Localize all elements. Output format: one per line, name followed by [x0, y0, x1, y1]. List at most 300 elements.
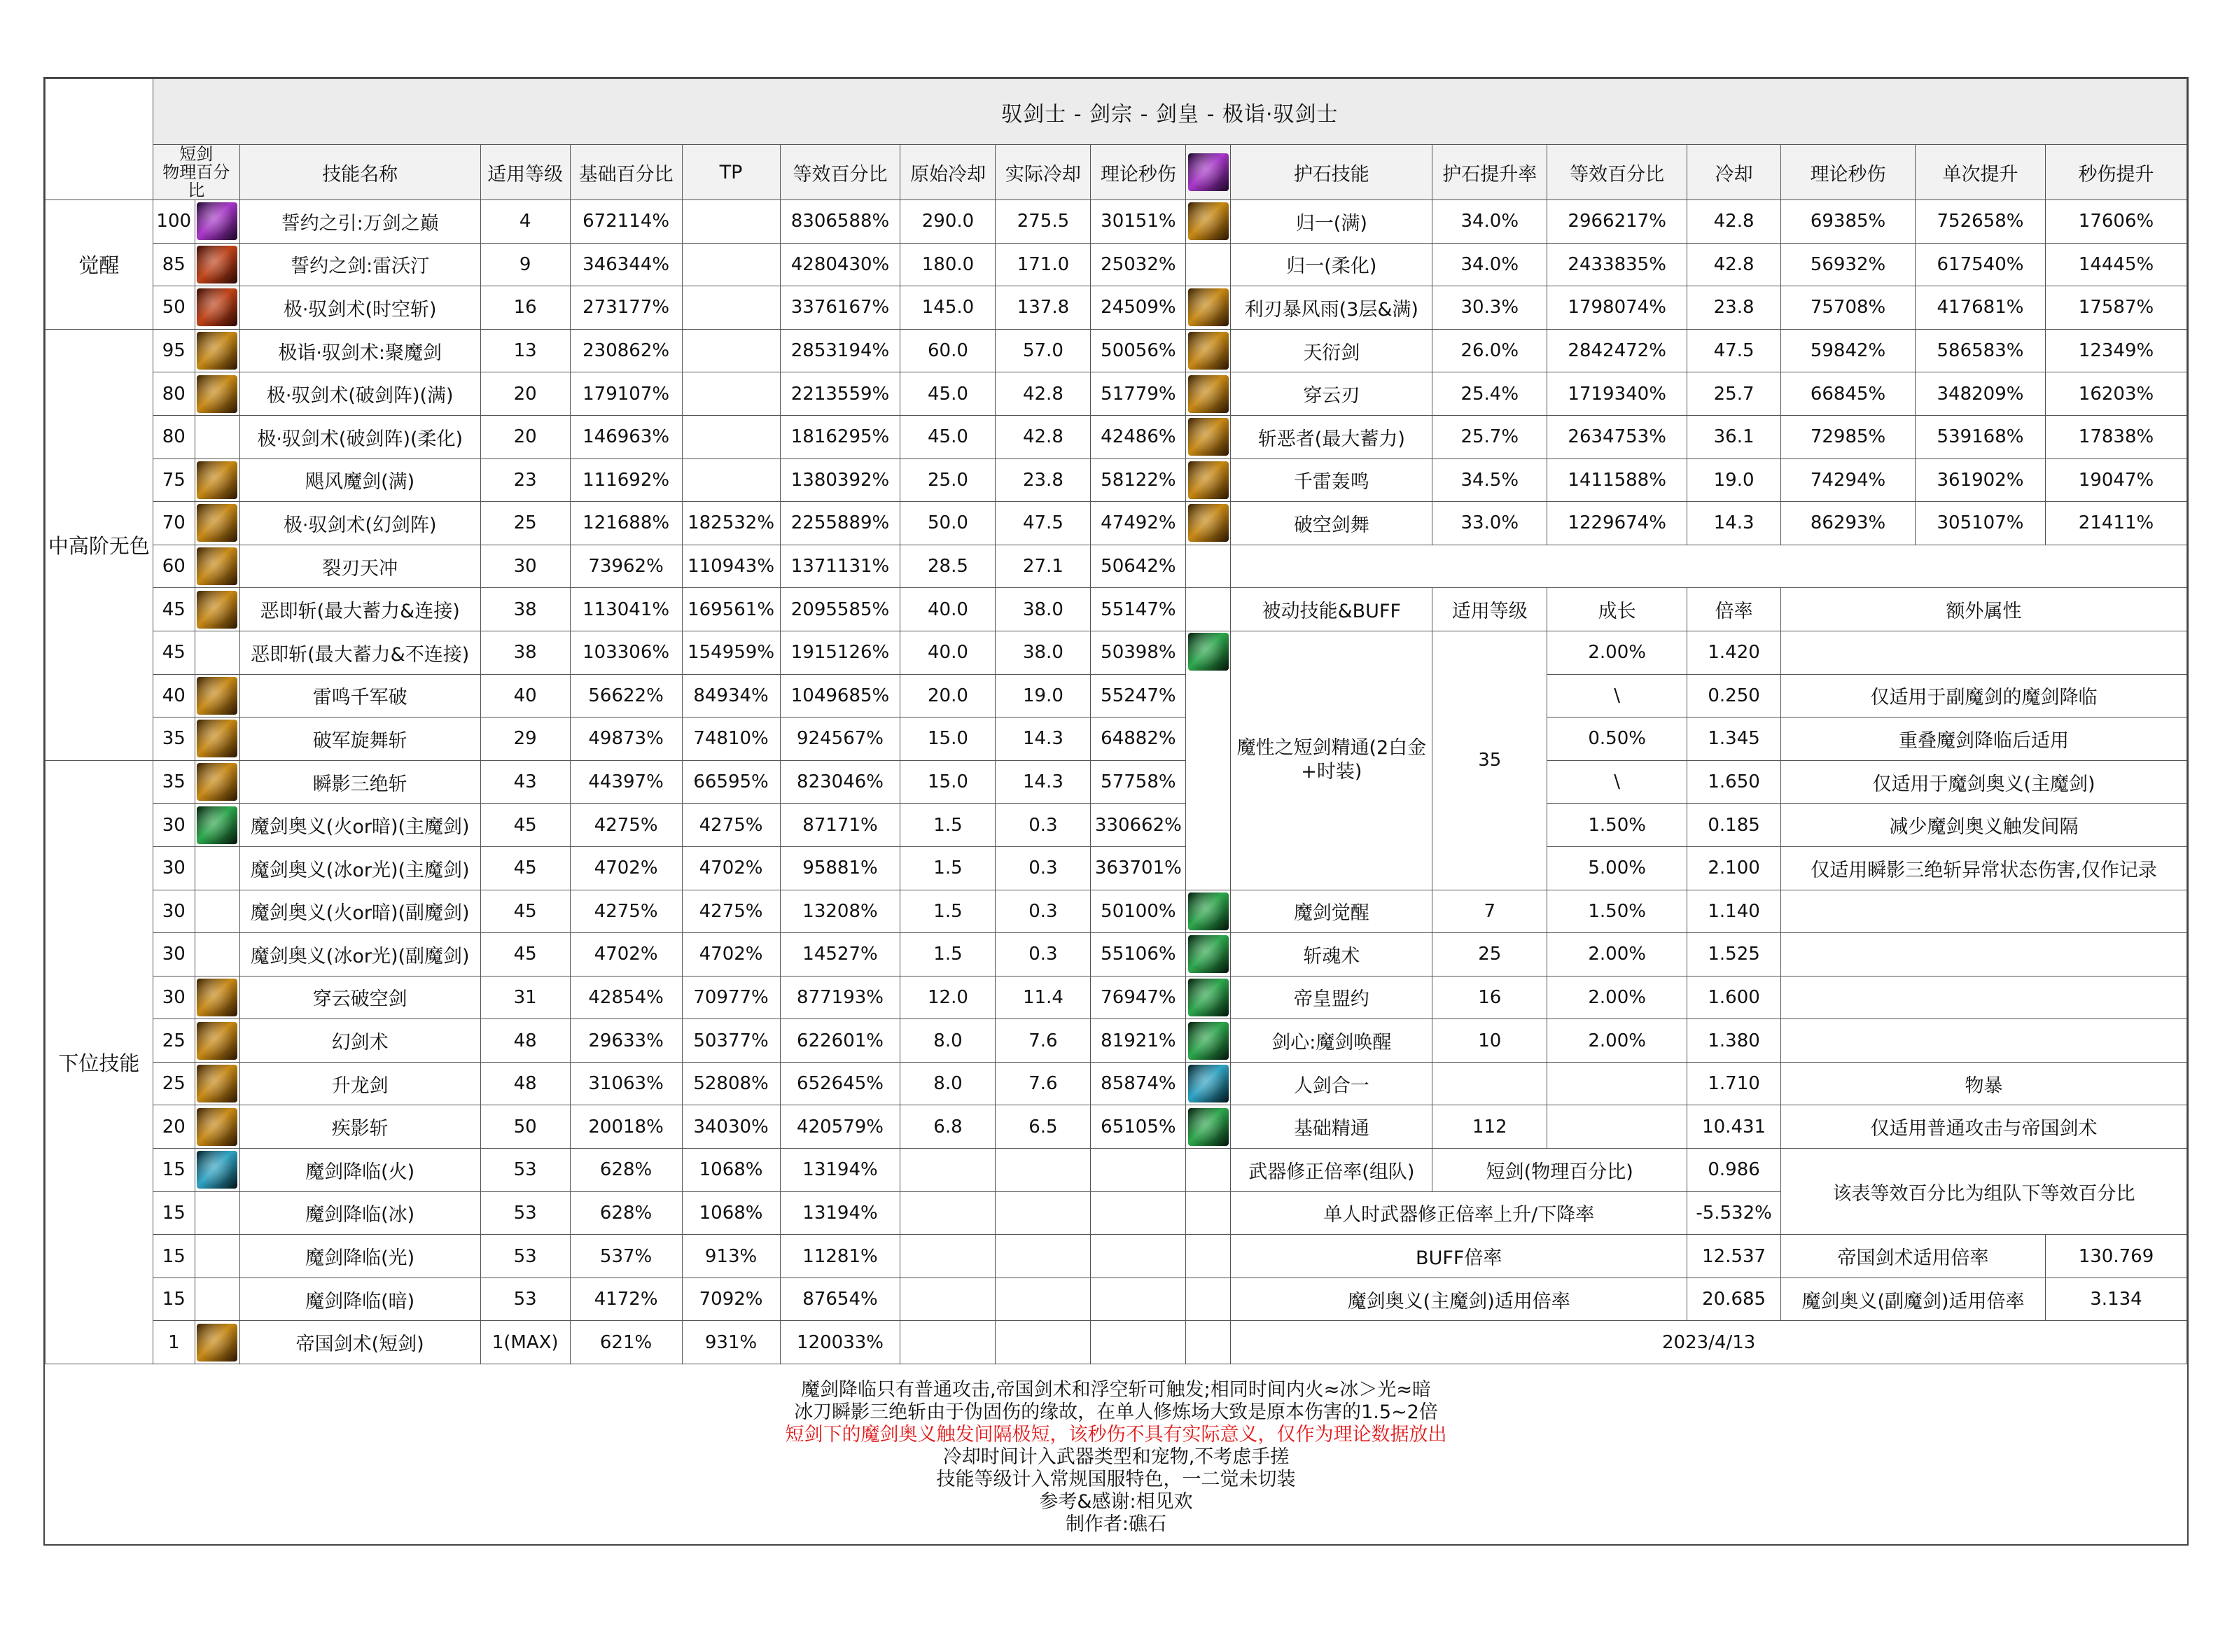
skill-name: 瞬影三绝斩 [239, 760, 480, 804]
dagger-icon [1188, 633, 1229, 671]
stone-dpsup: 19047% [2045, 458, 2186, 502]
skill-level: 45 [480, 890, 570, 933]
skill-level-req: 35 [153, 760, 195, 804]
header-rcd: 实际冷却 [996, 145, 1091, 200]
main-label: 魔剑奥义(主魔剑)适用倍率 [1231, 1278, 1687, 1321]
solo-label: 单人时武器修正倍率上升/下降率 [1231, 1191, 1687, 1235]
skill-icon [197, 547, 237, 585]
skill-base: 20018% [570, 1105, 682, 1149]
passive-name: 基础精通 [1231, 1105, 1432, 1149]
skill-eq: 8306588% [780, 200, 900, 244]
skill-rcd: 57.0 [996, 329, 1091, 372]
stone-name: 归一(柔化) [1231, 243, 1432, 286]
weapon-label: 武器修正倍率(组队) [1231, 1149, 1432, 1192]
skill-cd [900, 1149, 996, 1192]
table-row [46, 286, 2187, 330]
skill-rcd: 7.6 [996, 1019, 1091, 1063]
skill-base: 29633% [570, 1019, 682, 1063]
header-dps: 理论秒伤 [1091, 145, 1186, 200]
stone-icon-cell [1186, 243, 1231, 286]
passive-level: 7 [1432, 890, 1547, 933]
skill-name: 破军旋舞斩 [239, 718, 480, 761]
skill-eq: 2853194% [780, 329, 900, 372]
stone-rate: 34.0% [1432, 243, 1547, 286]
stone-dpsup: 17838% [2045, 415, 2186, 458]
skill-rcd: 27.1 [996, 545, 1091, 588]
stone-dpsup: 14445% [2045, 243, 2186, 286]
passive-growth: 2.00% [1547, 1019, 1687, 1063]
skill-dps [1091, 1235, 1186, 1278]
solo-value: -5.532% [1687, 1191, 1781, 1235]
passive-icon-cell [1186, 933, 1231, 976]
skill-tp: 66595% [682, 760, 780, 804]
header-stone-skill: 护石技能 [1231, 145, 1432, 200]
stone-dps: 66845% [1781, 372, 1916, 416]
skill-icon [197, 979, 237, 1016]
sub-value: 3.134 [2045, 1278, 2186, 1321]
sub-label: 魔剑奥义(副魔剑)适用倍率 [1781, 1278, 2046, 1321]
skill-rcd: 137.8 [996, 286, 1091, 330]
skill-level: 53 [480, 1191, 570, 1235]
passive-icon [1188, 935, 1229, 973]
table-row [46, 718, 2187, 761]
stone-dpsup: 17606% [2045, 200, 2186, 244]
skill-level: 23 [480, 458, 570, 502]
skill-rcd: 7.6 [996, 1062, 1091, 1105]
stone-icon [1188, 418, 1229, 456]
header-stone-eq: 等效百分比 [1547, 145, 1687, 200]
skill-rcd: 23.8 [996, 458, 1091, 502]
skill-base: 4275% [570, 804, 682, 847]
stone-single: 361902% [1916, 458, 2046, 502]
skill-level-req: 15 [153, 1235, 195, 1278]
skill-name: 极·驭剑术(时空斩) [239, 286, 480, 330]
stone-cd: 42.8 [1687, 243, 1781, 286]
skill-tp: 913% [682, 1235, 780, 1278]
stone-dps: 72985% [1781, 415, 1916, 458]
stone-eq: 1719340% [1547, 372, 1687, 416]
skill-dps: 55247% [1091, 674, 1186, 718]
passive-mult: 1.525 [1687, 933, 1781, 976]
skill-base: 42854% [570, 976, 682, 1019]
skill-level: 29 [480, 718, 570, 761]
skill-level-req: 80 [153, 415, 195, 458]
skill-cd: 1.5 [900, 846, 996, 890]
passive-icon-cell [1186, 1105, 1231, 1149]
passive-header-growth: 成长 [1547, 588, 1687, 631]
skill-dps: 55106% [1091, 933, 1186, 976]
skill-eq: 652645% [780, 1062, 900, 1105]
skill-cd [900, 1235, 996, 1278]
skill-table [45, 78, 2187, 1364]
passive-name: 剑心:魔剑唤醒 [1231, 1019, 1432, 1063]
stone-eq: 1411588% [1547, 458, 1687, 502]
stone-name: 穿云刃 [1231, 372, 1432, 416]
skill-rcd: 171.0 [996, 243, 1091, 286]
group-label: 下位技能 [46, 760, 153, 1364]
skill-icon [197, 1324, 237, 1362]
passive-icon [1188, 1022, 1229, 1060]
skill-icon-cell [195, 329, 239, 372]
spirit-growth: \ [1547, 674, 1687, 718]
blank-cell [1186, 1278, 1231, 1321]
stone-eq: 1229674% [1547, 502, 1687, 545]
stone-cd: 25.7 [1687, 372, 1781, 416]
skill-level-req: 25 [153, 1019, 195, 1063]
skill-name: 魔剑奥义(火or暗)(主魔剑) [239, 804, 480, 847]
passive-extra: 仅适用普通攻击与帝国剑术 [1781, 1105, 2187, 1149]
table-row [46, 1149, 2187, 1192]
table-row [46, 804, 2187, 847]
skill-level: 53 [480, 1235, 570, 1278]
skill-name: 穿云破空剑 [239, 976, 480, 1019]
team-note: 该表等效百分比为组队下等效百分比 [1781, 1149, 2187, 1235]
table-row [46, 415, 2187, 458]
skill-level: 40 [480, 674, 570, 718]
note-line: 制作者:礁石 [1065, 1513, 1167, 1535]
passive-growth: 2.00% [1547, 933, 1687, 976]
skill-eq: 823046% [780, 760, 900, 804]
skill-cd: 1.5 [900, 890, 996, 933]
skill-eq: 924567% [780, 718, 900, 761]
stone-single: 586583% [1916, 329, 2046, 372]
main-value: 20.685 [1687, 1278, 1781, 1321]
stone-cd: 14.3 [1687, 502, 1781, 545]
skill-cd: 45.0 [900, 415, 996, 458]
skill-tp: 4275% [682, 804, 780, 847]
passive-icon [1188, 1108, 1229, 1146]
skill-level-req: 35 [153, 718, 195, 761]
skill-icon [197, 720, 237, 757]
skill-rcd: 14.3 [996, 760, 1091, 804]
passive-extra: 物暴 [1781, 1062, 2187, 1105]
skill-name: 魔剑奥义(火or暗)(副魔剑) [239, 890, 480, 933]
stone-name: 归一(满) [1231, 200, 1432, 244]
skill-level: 38 [480, 631, 570, 674]
skill-level-req: 60 [153, 545, 195, 588]
passive-level: 16 [1432, 976, 1547, 1019]
passive-extra [1781, 933, 2187, 976]
skill-rcd: 0.3 [996, 804, 1091, 847]
skill-base: 628% [570, 1149, 682, 1192]
passive-header-extra: 额外属性 [1781, 588, 2187, 631]
skill-cd [900, 1191, 996, 1235]
skill-level: 1(MAX) [480, 1321, 570, 1364]
skill-dps: 76947% [1091, 976, 1186, 1019]
header-weapon: 短剑 物理百分比 [153, 145, 239, 200]
spirit-mult: 1.420 [1687, 631, 1781, 674]
skill-rcd: 42.8 [996, 415, 1091, 458]
skill-level-req: 20 [153, 1105, 195, 1149]
portrait-cell [46, 79, 153, 200]
date: 2023/4/13 [1231, 1321, 2187, 1364]
skill-level-req: 15 [153, 1278, 195, 1321]
passive-name: 帝皇盟约 [1231, 976, 1432, 1019]
skill-rcd [996, 1278, 1091, 1321]
skill-dps: 30151% [1091, 200, 1186, 244]
skill-dps: 65105% [1091, 1105, 1186, 1149]
stone-icon-cell [1186, 502, 1231, 545]
skill-dps: 50056% [1091, 329, 1186, 372]
skill-dps: 363701% [1091, 846, 1186, 890]
table-row [46, 1235, 2187, 1278]
skill-icon-cell [195, 674, 239, 718]
skill-tp: 4275% [682, 890, 780, 933]
stone-icon-cell [1186, 286, 1231, 330]
table-row [46, 760, 2187, 804]
spirit-mult: 1.345 [1687, 718, 1781, 761]
passive-name: 斩魂术 [1231, 933, 1432, 976]
stone-icon-cell [1186, 329, 1231, 372]
skill-eq: 11281% [780, 1235, 900, 1278]
skill-level: 16 [480, 286, 570, 330]
passive-icon [1188, 892, 1229, 930]
skill-icon [197, 461, 237, 499]
skill-tp [682, 372, 780, 416]
stone-single: 752658% [1916, 200, 2046, 244]
skill-cd: 1.5 [900, 804, 996, 847]
skill-name: 魔剑奥义(冰or光)(主魔剑) [239, 846, 480, 890]
skill-level: 38 [480, 588, 570, 631]
skill-name: 疾影斩 [239, 1105, 480, 1149]
skill-level: 25 [480, 502, 570, 545]
skill-icon-cell [195, 631, 239, 674]
skill-level: 53 [480, 1278, 570, 1321]
spirit-icon-cell [1186, 631, 1231, 890]
stone-single: 305107% [1916, 502, 2046, 545]
passive-growth: 2.00% [1547, 976, 1687, 1019]
passive-header-mult: 倍率 [1687, 588, 1781, 631]
stone-single: 617540% [1916, 243, 2046, 286]
stone-cd: 19.0 [1687, 458, 1781, 502]
skill-eq: 1371131% [780, 545, 900, 588]
skill-dps [1091, 1191, 1186, 1235]
skill-rcd [996, 1191, 1091, 1235]
skill-cd: 15.0 [900, 760, 996, 804]
skill-cd: 8.0 [900, 1062, 996, 1105]
skill-rcd: 0.3 [996, 890, 1091, 933]
stone-name: 千雷轰鸣 [1231, 458, 1432, 502]
stone-dps: 74294% [1781, 458, 1916, 502]
skill-level-req: 75 [153, 458, 195, 502]
skill-base: 628% [570, 1191, 682, 1235]
buff-value: 12.537 [1687, 1235, 1781, 1278]
skill-eq: 4280430% [780, 243, 900, 286]
header-level: 适用等级 [480, 145, 570, 200]
skill-rcd [996, 1321, 1091, 1364]
star-emblem-icon [1188, 153, 1229, 191]
skill-tp: 169561% [682, 588, 780, 631]
skill-icon-cell [195, 243, 239, 286]
stone-dps: 59842% [1781, 329, 1916, 372]
skill-base: 121688% [570, 502, 682, 545]
passive-growth: 1.50% [1547, 890, 1687, 933]
skill-icon-cell [195, 890, 239, 933]
skill-icon-cell [195, 200, 239, 244]
spirit-growth: 1.50% [1547, 804, 1687, 847]
skill-icon-cell [195, 976, 239, 1019]
stone-dpsup: 17587% [2045, 286, 2186, 330]
skill-eq: 420579% [780, 1105, 900, 1149]
skill-level: 43 [480, 760, 570, 804]
skill-rcd [996, 1235, 1091, 1278]
table-row [46, 674, 2187, 718]
stone-dpsup: 16203% [2045, 372, 2186, 416]
skill-tp: 4702% [682, 933, 780, 976]
passive-mult: 10.431 [1687, 1105, 1781, 1149]
skill-name: 幻剑术 [239, 1019, 480, 1063]
skill-level: 20 [480, 372, 570, 416]
note-line: 参考&感谢:相见欢 [1039, 1491, 1193, 1513]
skill-rcd: 47.5 [996, 502, 1091, 545]
passive-level: 10 [1432, 1019, 1547, 1063]
stone-rate: 34.0% [1432, 200, 1547, 244]
stone-icon [1188, 202, 1229, 240]
table-row [46, 588, 2187, 631]
stone-eq: 2966217% [1547, 200, 1687, 244]
skill-base: 4702% [570, 933, 682, 976]
skill-level: 50 [480, 1105, 570, 1149]
passive-mult: 1.380 [1687, 1019, 1781, 1063]
skill-dps: 64882% [1091, 718, 1186, 761]
skill-eq: 13194% [780, 1191, 900, 1235]
skill-level-req: 30 [153, 933, 195, 976]
skill-eq: 3376167% [780, 286, 900, 330]
header-stone-rate: 护石提升率 [1432, 145, 1547, 200]
skill-base: 621% [570, 1321, 682, 1364]
skill-base: 273177% [570, 286, 682, 330]
empire-value: 130.769 [2045, 1235, 2186, 1278]
stone-dps: 75708% [1781, 286, 1916, 330]
skill-dps: 81921% [1091, 1019, 1186, 1063]
skill-name: 极·驭剑术(破剑阵)(满) [239, 372, 480, 416]
stone-dps: 69385% [1781, 200, 1916, 244]
skill-dps: 58122% [1091, 458, 1186, 502]
spirit-extra: 减少魔剑奥义触发间隔 [1781, 804, 2187, 847]
blank-cell [1186, 1321, 1231, 1364]
table-row [46, 545, 2187, 588]
skill-eq: 14527% [780, 933, 900, 976]
stone-eq: 2433835% [1547, 243, 1687, 286]
skill-cd: 290.0 [900, 200, 996, 244]
skill-level-req: 1 [153, 1321, 195, 1364]
skill-name: 魔剑降临(光) [239, 1235, 480, 1278]
skill-icon-cell [195, 933, 239, 976]
skill-icon [197, 763, 237, 801]
skill-cd: 25.0 [900, 458, 996, 502]
stone-single: 348209% [1916, 372, 2046, 416]
table-row [46, 329, 2187, 372]
skill-name: 恶即斩(最大蓄力&不连接) [239, 631, 480, 674]
skill-icon [197, 246, 237, 284]
skill-base: 111692% [570, 458, 682, 502]
stone-rate: 25.4% [1432, 372, 1547, 416]
stone-name: 天衍剑 [1231, 329, 1432, 372]
stone-single: 417681% [1916, 286, 2046, 330]
passive-icon [1188, 979, 1229, 1016]
skill-eq: 877193% [780, 976, 900, 1019]
header-stone-dpsup: 秒伤提升 [2045, 145, 2186, 200]
stone-eq: 1798074% [1547, 286, 1687, 330]
skill-level: 45 [480, 846, 570, 890]
skill-icon-cell [195, 588, 239, 631]
spirit-mult: 2.100 [1687, 846, 1781, 890]
header-skill: 技能名称 [239, 145, 480, 200]
skill-icon [197, 202, 237, 240]
passive-header-level: 适用等级 [1432, 588, 1547, 631]
spirit-growth: 0.50% [1547, 718, 1687, 761]
skill-cd: 50.0 [900, 502, 996, 545]
skill-level-req: 15 [153, 1191, 195, 1235]
passive-level [1432, 1062, 1547, 1105]
skill-name: 魔剑降临(火) [239, 1149, 480, 1192]
spirit-extra [1781, 631, 2187, 674]
skill-tp: 50377% [682, 1019, 780, 1063]
skill-tp: 84934% [682, 674, 780, 718]
spirit-mult: 1.650 [1687, 760, 1781, 804]
stone-icon [1188, 504, 1229, 542]
skill-cd: 8.0 [900, 1019, 996, 1063]
skill-dps: 330662% [1091, 804, 1186, 847]
skill-icon-cell [195, 1278, 239, 1321]
passive-name: 人剑合一 [1231, 1062, 1432, 1105]
skill-rcd: 14.3 [996, 718, 1091, 761]
skill-tp: 52808% [682, 1062, 780, 1105]
skill-eq: 2213559% [780, 372, 900, 416]
skill-rcd: 6.5 [996, 1105, 1091, 1149]
skill-icon-cell [195, 760, 239, 804]
skill-base: 146963% [570, 415, 682, 458]
stone-cd: 42.8 [1687, 200, 1781, 244]
skill-cd: 20.0 [900, 674, 996, 718]
note-line: 魔剑降临只有普通攻击,帝国剑术和浮空斩可触发;相同时间内火≈冰＞光≈暗 [801, 1379, 1431, 1401]
skill-icon [197, 1108, 237, 1146]
skill-cd: 145.0 [900, 286, 996, 330]
skill-icon [197, 375, 237, 413]
note-line: 技能等级计入常规国服特色，一二觉未切装 [936, 1469, 1296, 1490]
skill-eq: 95881% [780, 846, 900, 890]
group-label: 中高阶无色 [46, 329, 153, 760]
skill-icon-cell [195, 502, 239, 545]
skill-tp: 1068% [682, 1191, 780, 1235]
stone-icon-cell [1186, 415, 1231, 458]
skill-base: 44397% [570, 760, 682, 804]
skill-icon-cell [195, 286, 239, 330]
skill-level-req: 45 [153, 588, 195, 631]
skill-cd: 1.5 [900, 933, 996, 976]
skill-level-req: 30 [153, 976, 195, 1019]
skill-icon [197, 806, 237, 844]
passive-growth [1547, 1105, 1687, 1149]
skill-icon-cell [195, 545, 239, 588]
skill-cd: 12.0 [900, 976, 996, 1019]
skill-dps [1091, 1278, 1186, 1321]
skill-eq: 13194% [780, 1149, 900, 1192]
stone-cd: 36.1 [1687, 415, 1781, 458]
skill-icon [197, 591, 237, 629]
skill-eq: 2255889% [780, 502, 900, 545]
header-stone-dps: 理论秒伤 [1781, 145, 1916, 200]
skill-dps: 57758% [1091, 760, 1186, 804]
spirit-name: 魔性之短剑精通(2白金+时装) [1231, 631, 1432, 890]
stone-dps: 56932% [1781, 243, 1916, 286]
stone-eq: 2842472% [1547, 329, 1687, 372]
skill-cd [900, 1278, 996, 1321]
skill-dps: 42486% [1091, 415, 1186, 458]
skill-cd: 60.0 [900, 329, 996, 372]
stone-icon-cell [1186, 200, 1231, 244]
skill-name: 极·驭剑术(破剑阵)(柔化) [239, 415, 480, 458]
